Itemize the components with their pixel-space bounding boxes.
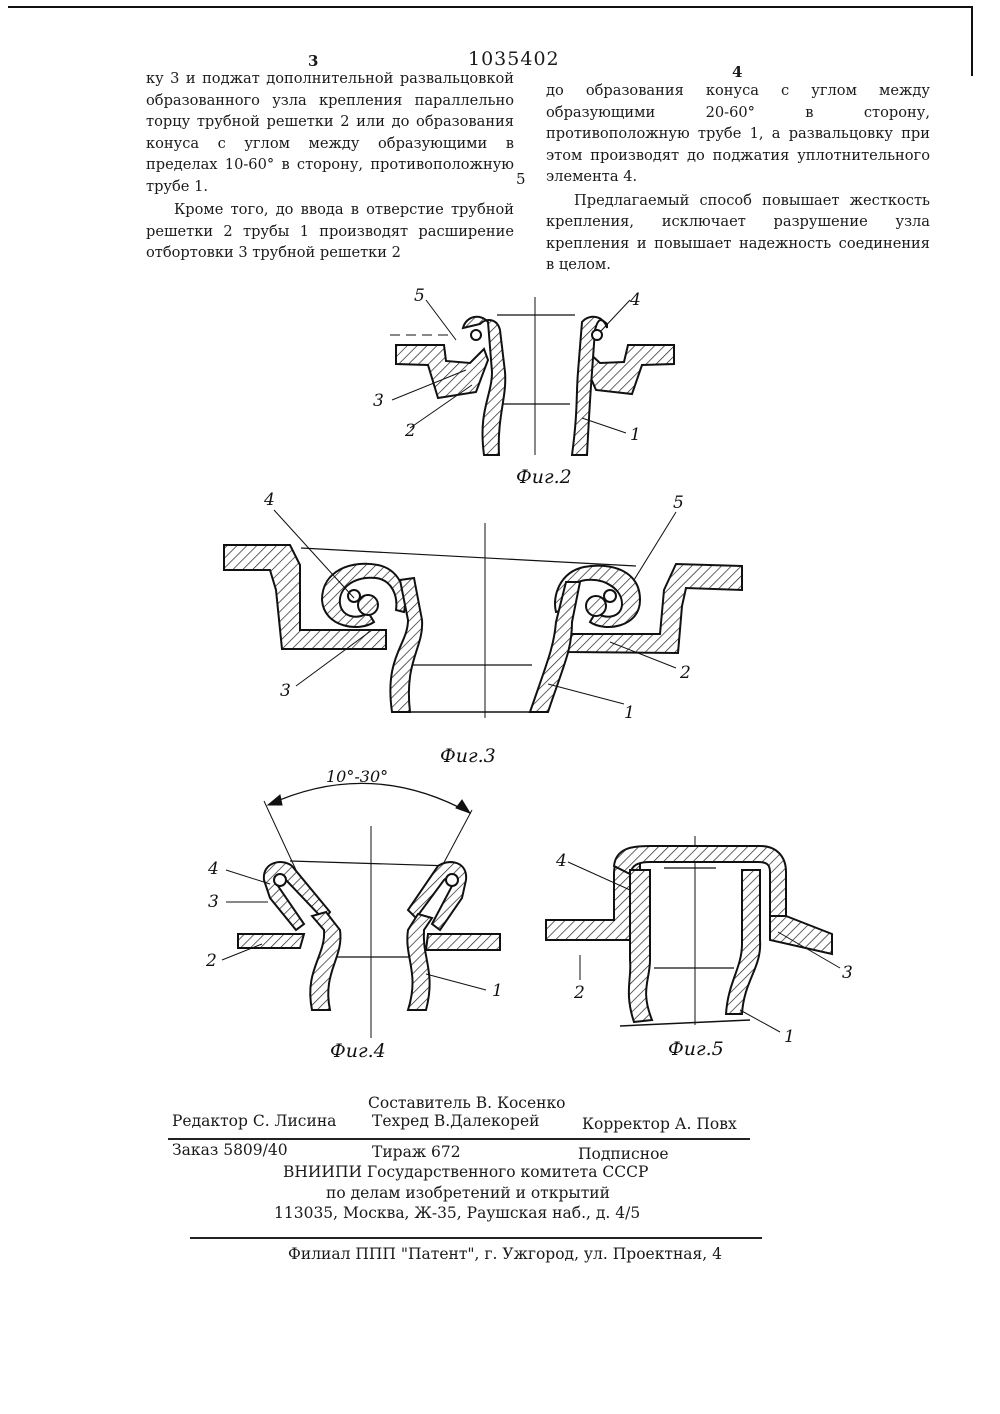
fig4-label-2: 2 [206, 951, 217, 971]
fig4-caption: Фиг.4 [330, 1040, 386, 1062]
fig4-label-1: 1 [492, 981, 503, 1001]
left-paragraph-1: ку 3 и поджат дополнительной развальцовкой образованного узла крепления параллельно торцу трубной решетки 2 или до образования конуса с углом между образующими в пределах 10-60° в сторону, противоположную трубе 1. [146, 70, 514, 195]
left-paragraph-2: Кроме того, до ввода в отверстие трубной решетки 2 трубы 1 производят расширение отбортовки 3 трубной решетки 2 [146, 201, 514, 261]
footer-order: Заказ 5809/40 [172, 1141, 288, 1159]
figure-3 [224, 510, 742, 718]
fig5-caption: Фиг.5 [668, 1038, 724, 1060]
fig3-labels [263, 490, 691, 767]
footer-circulation: Тираж 672 [372, 1143, 461, 1161]
fig3-caption: Фиг.3 [440, 745, 496, 767]
right-paragraph-2: Предлагаемый способ повышает жесткость крепления, исключает разрушение узла крепления и повышает надежность соединения в целом. [546, 191, 930, 273]
fig4-label-3: 3 [208, 892, 219, 912]
fig5-labels [555, 851, 853, 1060]
fig3-label-4: 4 [264, 490, 275, 510]
fig2-caption: Фиг.2 [516, 466, 572, 488]
footer-rule-top [168, 1138, 750, 1140]
right-paragraph-1: до образования конуса с углом между образующими 20-60° в сторону, противоположную трубе 1, а развальцовку при этом производят до поджатия уплотнительного элемента 4. [546, 82, 930, 185]
fig4-labels [205, 767, 503, 1062]
footer-editor: Редактор С. Лисина [172, 1112, 337, 1130]
footer-subscription: Подписное [578, 1145, 669, 1163]
fig3-label-5: 5 [673, 493, 684, 513]
fig4-angle-label: 10°-30° [326, 767, 389, 786]
fig4-label-4: 4 [208, 859, 219, 879]
footer-compiler: Составитель В. Косенко [368, 1094, 566, 1112]
fig5-label-3: 3 [842, 963, 853, 983]
fig3-label-2: 2 [680, 663, 691, 683]
footer-rule-bottom [190, 1237, 762, 1239]
fig2-label-4: 4 [630, 290, 641, 310]
fig3-label-3: 3 [280, 681, 291, 701]
fig5-label-2: 2 [574, 983, 585, 1003]
figure-5 [546, 836, 840, 1032]
fig2-label-3: 3 [373, 391, 384, 411]
footer-techred: Техред В.Далекорей [372, 1112, 540, 1130]
footer-corrector: Корректор А. Повх [582, 1115, 737, 1133]
fig5-label-1: 1 [784, 1027, 795, 1047]
page-number-left: 3 [308, 52, 319, 70]
page-number-right: 4 [732, 63, 743, 81]
fig2-label-1: 1 [630, 425, 641, 445]
footer-org-line2: по делам изобретений и открытий [326, 1184, 610, 1202]
fig2-label-5: 5 [414, 286, 425, 306]
fig5-label-4: 4 [556, 851, 567, 871]
footer-branch: Филиал ППП "Патент", г. Ужгород, ул. Проектная, 4 [288, 1245, 723, 1263]
footer-org-line1: ВНИИПИ Государственного комитета СССР [283, 1163, 649, 1181]
figure-4 [222, 783, 500, 1038]
footer-address: 113035, Москва, Ж-35, Раушская наб., д. 4/5 [274, 1204, 641, 1222]
line-number-marker: 5 [516, 170, 526, 188]
patent-number: 1035402 [468, 48, 560, 70]
fig3-label-1: 1 [624, 703, 635, 723]
fig2-label-2: 2 [405, 421, 416, 441]
